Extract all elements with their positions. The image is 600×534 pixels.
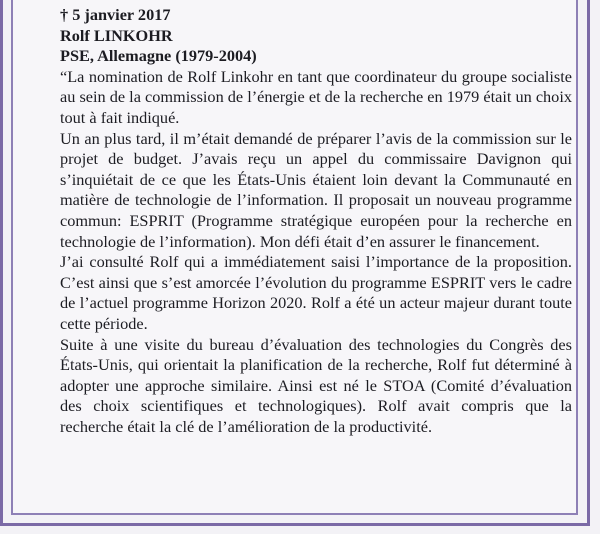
obituary-text-block (60, 5, 572, 437)
party-country-years: PSE, Allemagne (1979-2004) (60, 46, 257, 66)
death-date: † 5 janvier 2017 (60, 5, 171, 24)
paragraph-2: Un an plus tard, il m’était demandé de préparer l’avis de la commission sur le projet de budget. J’avais reçu un appel du commissaire Davignon qui s’inquiétait de ce que les États-Unis étaient loin devant la Communauté en matière de technologie de l’information. Il proposait un nouveau programme commun: ESPRIT (Programme stratégique européen pour la recherche en technologie de l’information). Mon défi était d’en assurer le financement. (60, 128, 572, 251)
paragraph-1: “La nomination de Rolf Linkohr en tant que coordinateur du groupe socialiste au sein de la commission de l’énergie et de la recherche en 1979 était un choix tout à fait indiqué. (60, 66, 572, 127)
paragraph-4: Suite à une visite du bureau d’évaluation des technologies du Congrès des États-Unis, qui orientait la planification de la recherche, Rolf fut déterminé à adopter une approche similaire. Ainsi est né le STOA (Comité d’évaluation des choix scientifiques et technologiques). Rolf avait compris que la recherche était la clé de l’amélioration de la productivité. (60, 334, 572, 436)
person-name: Rolf LINKOHR (60, 25, 173, 45)
paragraph-3: J’ai consulté Rolf qui a immédiatement saisi l’importance de la proposition. C’est ainsi que s’est amorcée l’évolution du programme ESPRIT vers le cadre de l’actuel programme Horizon 2020. Rolf a été un acteur majeur durant toute cette période. (60, 252, 572, 333)
